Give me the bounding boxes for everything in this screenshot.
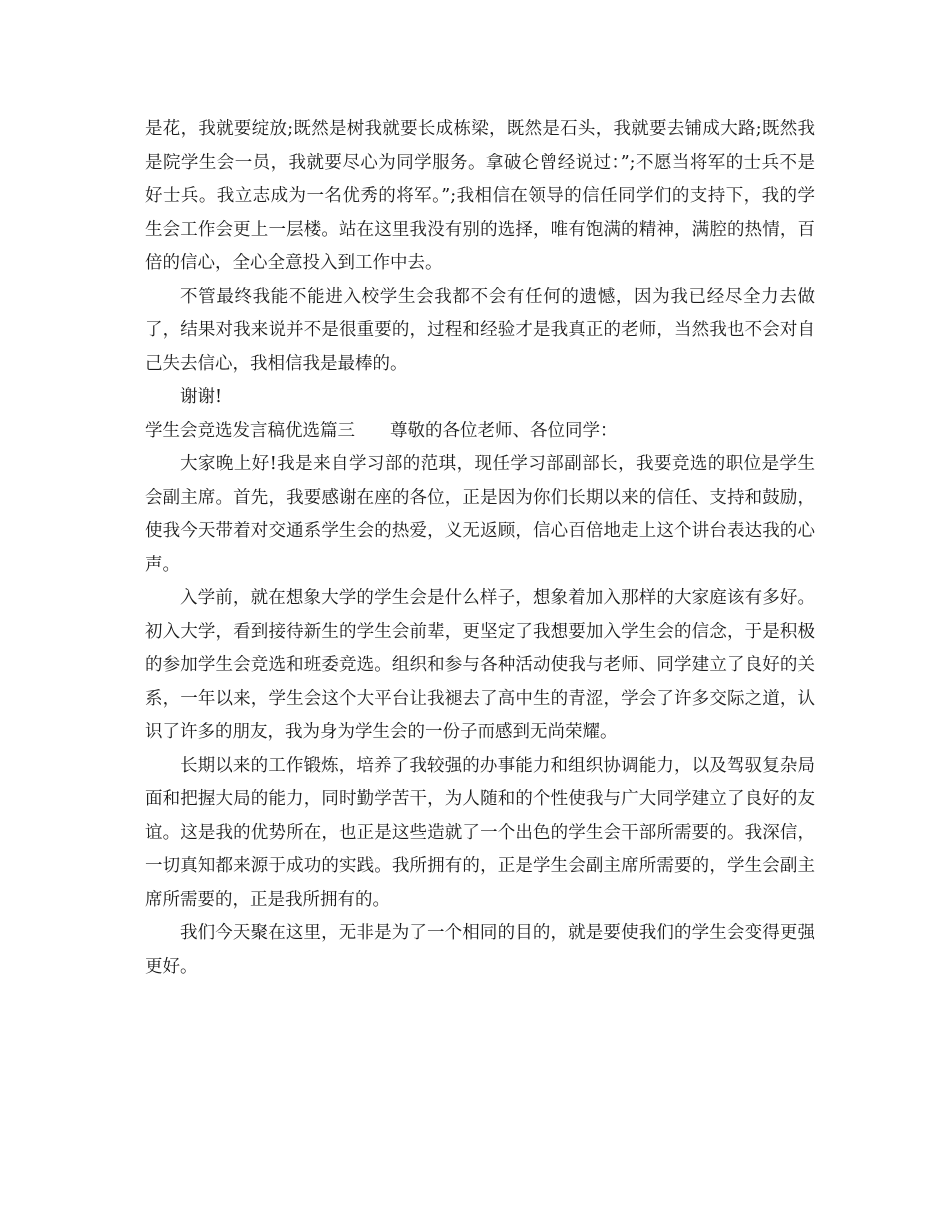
paragraph-thanks: 谢谢! bbox=[180, 387, 223, 407]
paragraph: 长期以来的工作锻炼，培养了我较强的办事能力和组织协调能力，以及驾驭复杂局面和把握大局的能力，同时勤学苦干，为人随和的个性使我与广大同学建立了良好的友谊。这是我的优势所在，也正是这些造就了一个出色的学生会干部所需要的。我深信，一切真知都来源于成功的实践。我所拥有的，正是学生会副主席所需要的，学生会副主席所需要的，正是我所拥有的。 bbox=[145, 755, 815, 910]
paragraph: 我们今天聚在这里，无非是为了一个相同的目的，就是要使我们的学生会变得更强更好。 bbox=[145, 923, 815, 977]
document-body bbox=[145, 113, 815, 984]
paragraph: 入学前，就在想象大学的学生会是什么样子，想象着加入那样的大家庭该有多好。初入大学，看到接待新生的学生会前辈，更坚定了我想要加入学生会的信念，于是积极的参加学生会竞选和班委竞选。组织和参与各种活动使我与老师、同学建立了良好的关系，一年以来，学生会这个大平台让我褪去了高中生的青涩，学会了许多交际之道，认识了许多的朋友，我为身为学生会的一份子而感到无尚荣耀。 bbox=[145, 588, 815, 742]
paragraph-continuation: 是花，我就要绽放;既然是树我就要长成栋梁，既然是石头，我就要去铺成大路;既然我是院学生会一员，我就要尽心为同学服务。拿破仑曾经说过：”;不愿当将军的士兵不是好士兵。我立志成为一名优秀的将军。”;我相信在领导的信任同学们的支持下，我的学生会工作会更上一层楼。站在这里我没有别的选择，唯有饱满的精神，满腔的热情，百倍的信心，全心全意投入到工作中去。 bbox=[145, 119, 815, 273]
paragraph: 不管最终我能不能进入校学生会我都不会有任何的遗憾，因为我已经尽全力去做了，结果对我来说并不是很重要的，过程和经验才是我真正的老师，当然我也不会对自己失去信心，我相信我是最棒的。 bbox=[145, 286, 815, 374]
section-heading: 学生会竞选发言稿优选篇三 尊敬的各位老师、各位同学： bbox=[145, 420, 618, 441]
paragraph: 大家晚上好!我是来自学习部的范琪，现任学习部副部长，我要竞选的职位是学生会副主席。首先，我要感谢在座的各位，正是因为你们长期以来的信任、支持和鼓励，使我今天带着对交通系学生会的热爱，义无返顾，信心百倍地走上这个讲台表达我的心声。 bbox=[145, 454, 815, 575]
